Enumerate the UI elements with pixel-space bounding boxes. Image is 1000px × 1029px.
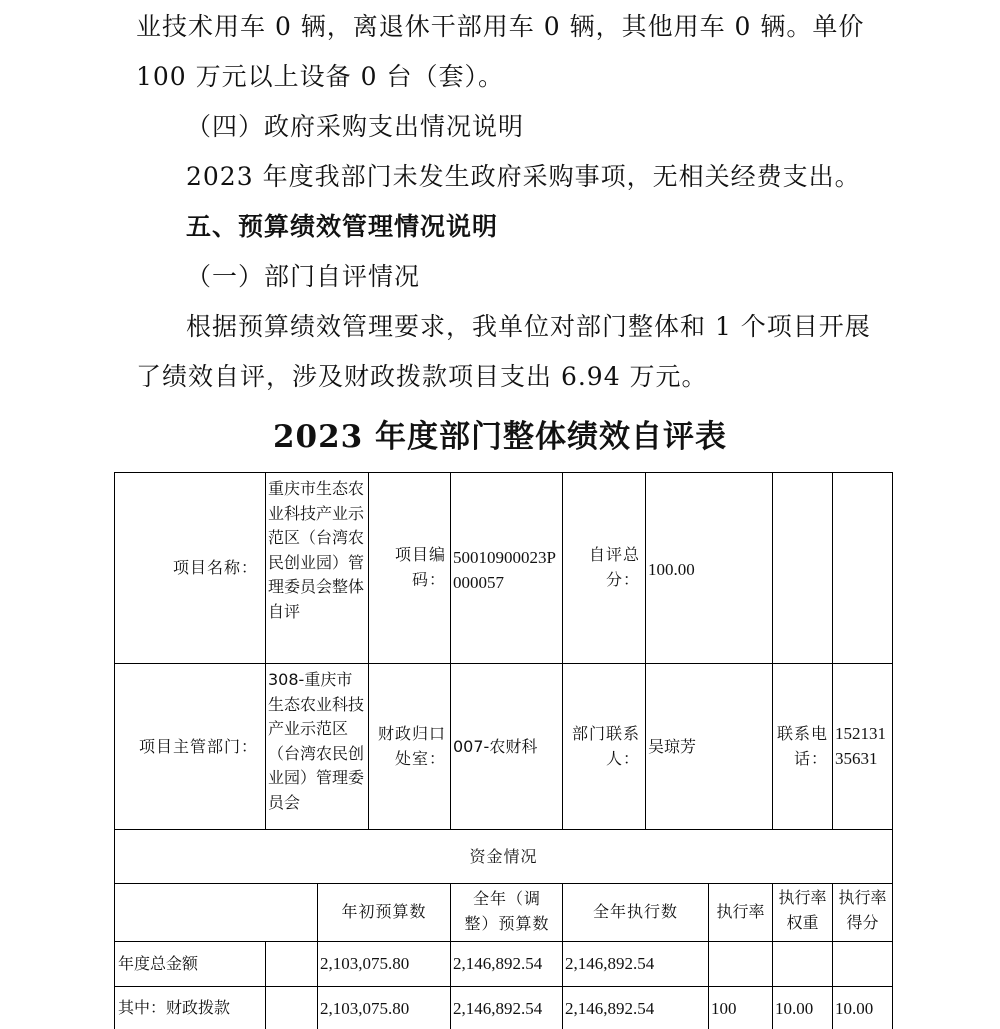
self-score-label: 自评总分： [588, 545, 640, 589]
table-rule [114, 829, 893, 830]
cell-rate-fiscal: 100 [711, 999, 737, 1018]
table-rule [114, 941, 893, 942]
col-header-exec-rate: 执行率 [716, 902, 765, 921]
dept-value: 308-重庆市生态农业科技产业示范区（台湾农民创业园）管理委员会 [268, 670, 365, 812]
funds-header: 资金情况 [469, 847, 538, 866]
phone-label: 联系电话： [776, 724, 828, 768]
table-rule [562, 472, 563, 829]
cell-initial-total: 2,103,075.80 [320, 954, 410, 973]
project-code-value: 50010900023P000057 [453, 548, 556, 592]
row-label-fiscal: 其中：财政拨款 [118, 998, 231, 1017]
table-rule [114, 663, 893, 664]
col-header-initial-budget: 年初预算数 [341, 902, 427, 921]
section-heading-procurement: （四）政府采购支出情况说明 [186, 112, 525, 141]
paragraph-procurement: 2023 年度我部门未发生政府采购事项，无相关经费支出。 [186, 162, 861, 191]
project-name-value: 重庆市生态农业科技产业示范区（台湾农民创业园）管理委员会整体自评 [268, 479, 365, 621]
cell-executed-fiscal: 2,146,892.54 [565, 999, 655, 1018]
cell-score-fiscal: 10.00 [835, 999, 874, 1018]
table-rule [114, 883, 893, 884]
cell-adjusted-fiscal: 2,146,892.54 [453, 999, 543, 1018]
section-heading-performance: 五、预算绩效管理情况说明 [186, 212, 499, 241]
office-label: 财政归口处室： [377, 724, 446, 768]
contact-label: 部门联系人： [571, 724, 640, 768]
table-border-left [114, 472, 115, 1029]
col-header-exec-weight: 执行率权重 [778, 888, 827, 932]
cell-adjusted-total: 2,146,892.54 [453, 954, 543, 973]
contact-value: 吴琼芳 [648, 737, 697, 756]
table-rule [832, 472, 833, 829]
col-header-exec-score: 执行率得分 [838, 888, 887, 932]
table-border-top [114, 472, 893, 473]
cell-executed-total: 2,146,892.54 [565, 954, 655, 973]
table-rule [114, 986, 893, 987]
project-name-label: 项目名称： [172, 558, 258, 577]
cell-initial-fiscal: 2,103,075.80 [320, 999, 410, 1018]
table-rule [450, 883, 451, 1029]
paragraph-vehicles: 业技术用车 0 辆，离退休干部用车 0 辆，其他用车 0 辆。单价 [136, 12, 865, 41]
table-rule [368, 472, 369, 829]
col-header-adjusted-budget: 全年（调整）预算数 [464, 889, 550, 933]
col-header-executed: 全年执行数 [592, 902, 678, 921]
table-rule [265, 472, 266, 829]
table-rule [450, 472, 451, 829]
phone-value: 15213135631 [835, 724, 886, 768]
table-rule [265, 941, 266, 1029]
project-code-label: 项目编码： [394, 545, 446, 589]
office-value: 007-农财科 [453, 737, 538, 756]
dept-label: 项目主管部门： [138, 737, 258, 756]
cell-weight-fiscal: 10.00 [775, 999, 814, 1018]
row-label-total: 年度总金额 [118, 954, 199, 973]
paragraph-self-eval-1: 根据预算绩效管理要求，我单位对部门整体和 1 个项目开展 [186, 312, 871, 341]
table-title: 2023 年度部门整体绩效自评表 [272, 419, 728, 455]
section-heading-self-eval: （一）部门自评情况 [186, 262, 421, 291]
table-border-right [892, 472, 893, 1029]
paragraph-equipment: 100 万元以上设备 0 台（套）。 [136, 62, 504, 91]
table-rule [772, 472, 773, 829]
table-rule [645, 472, 646, 829]
paragraph-self-eval-2: 了绩效自评，涉及财政拨款项目支出 6.94 万元。 [136, 362, 708, 391]
self-score-value: 100.00 [648, 560, 695, 579]
